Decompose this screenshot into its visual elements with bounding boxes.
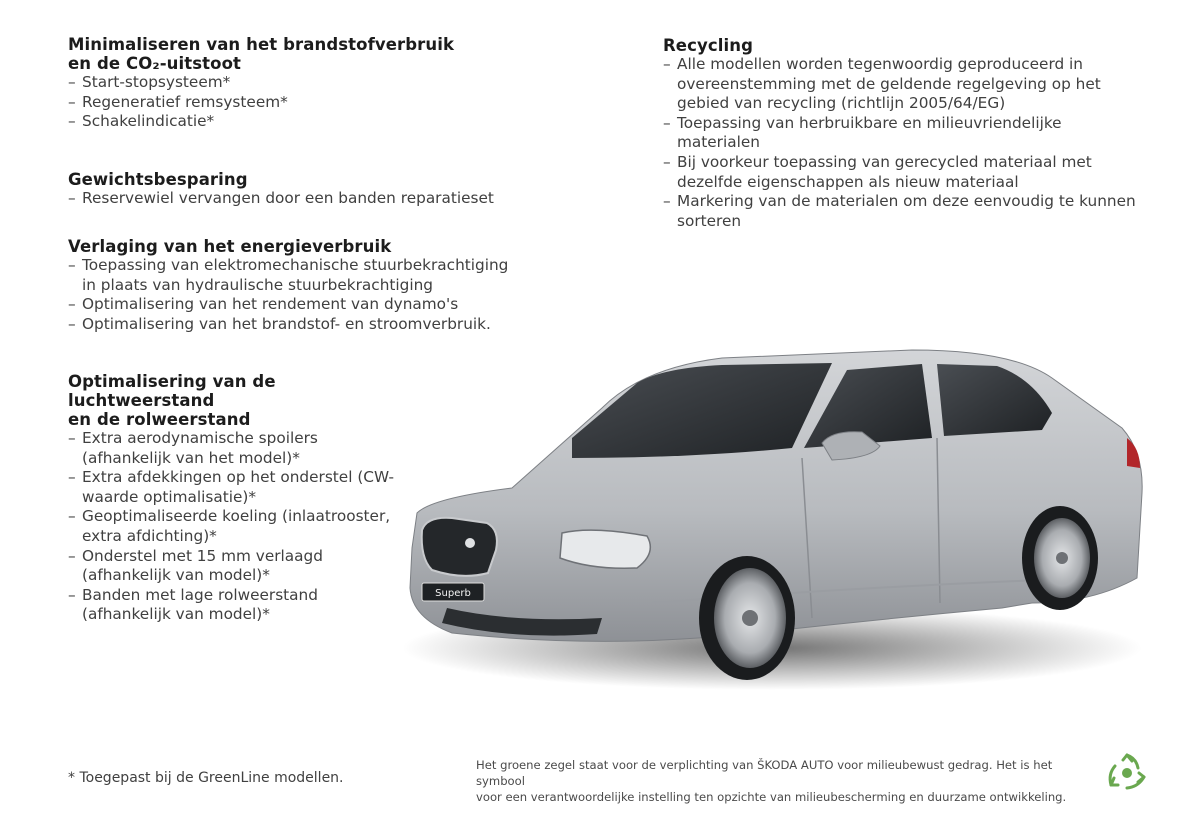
car-image xyxy=(392,318,1152,698)
car-grille xyxy=(422,518,497,576)
car-badge xyxy=(465,538,475,548)
section-weight-list xyxy=(68,189,528,209)
section-co2-title-line1: Minimaliseren van het brandstofverbruik xyxy=(68,35,455,54)
list-item: – Optimalisering van het rendement van dynamo's xyxy=(68,295,459,314)
list-item: – Bij voorkeur toepassing van gerecycled materiaal met dezelfde eigenschappen als nieuw materiaal xyxy=(663,152,1092,191)
car-windshield xyxy=(572,363,832,458)
section-weight-title: Gewichtsbesparing xyxy=(68,170,248,189)
car-taillight xyxy=(1127,438,1140,468)
section-energy-title: Verlaging van het energieverbruik xyxy=(68,237,392,256)
seal-text-line1: Het groene zegel staat voor de verplichting van ŠKODA AUTO voor milieubewust gedrag. Het is het symbool xyxy=(476,758,1053,788)
section-co2-title xyxy=(68,35,488,73)
car-plate-text: Superb xyxy=(435,588,471,599)
section-aero-title-line2: en de rolweerstand xyxy=(68,410,251,429)
footnote: * Toegepast bij de GreenLine modellen. xyxy=(68,770,344,786)
section-aero-title xyxy=(68,372,398,429)
section-aero-list xyxy=(68,429,398,625)
section-recycling-list xyxy=(663,55,1143,231)
list-item: – Regeneratief remsysteem* xyxy=(68,92,288,111)
rear-wheel xyxy=(1022,506,1098,610)
list-item: – Start-stopsysteem* xyxy=(68,73,231,91)
list-item: – Toepassing van elektromechanische stuurbekrachtiging in plaats van hydraulische stuurbekrachtiging xyxy=(68,256,509,294)
recycle-icon xyxy=(1106,752,1148,794)
front-wheel xyxy=(699,556,795,680)
list-item: – Extra aerodynamische spoilers (afhankelijk van het model)* xyxy=(68,429,318,467)
section-co2-title-line2: en de CO₂-uitstoot xyxy=(68,54,241,73)
seal-text xyxy=(476,757,1096,805)
list-item: – Reservewiel vervangen door een banden reparatieset xyxy=(68,189,494,207)
list-item: – Toepassing van herbruikbare en milieuvriendelijke materialen xyxy=(663,113,1062,152)
list-item: – Onderstel met 15 mm verlaagd (afhankelijk van model)* xyxy=(68,546,323,585)
list-item: – Optimalisering van het brandstof- en stroomverbruik. xyxy=(68,314,491,333)
list-item: – Markering van de materialen om deze eenvoudig te kunnen sorteren xyxy=(663,192,1136,230)
list-item: – Schakelindicatie* xyxy=(68,112,215,131)
list-item: – Alle modellen worden tegenwoordig geproduceerd in overeenstemming met de geldende regelgeving op het gebied van recycling (richtlijn 2005/64/EG) xyxy=(663,55,1101,113)
section-co2 xyxy=(68,35,488,132)
section-recycling-title: Recycling xyxy=(663,36,753,55)
list-item: – Geoptimaliseerde koeling (inlaatrooster, extra afdichting)* xyxy=(68,507,391,545)
section-aero xyxy=(68,372,398,625)
section-weight xyxy=(68,170,528,209)
list-item: – Extra afdekkingen op het onderstel (CW-waarde optimalisatie)* xyxy=(68,468,394,506)
car-headlight xyxy=(560,530,650,568)
list-item: – Banden met lage rolweerstand (afhankelijk van model)* xyxy=(68,585,318,624)
section-recycling xyxy=(663,36,1143,231)
section-co2-list xyxy=(68,73,488,132)
section-aero-title-line1: Optimalisering van de luchtweerstand xyxy=(68,372,276,410)
seal-text-line2: voor een verantwoordelijke instelling ten opzichte van milieubescherming en duurzame ontwikkeling. xyxy=(476,790,1067,804)
